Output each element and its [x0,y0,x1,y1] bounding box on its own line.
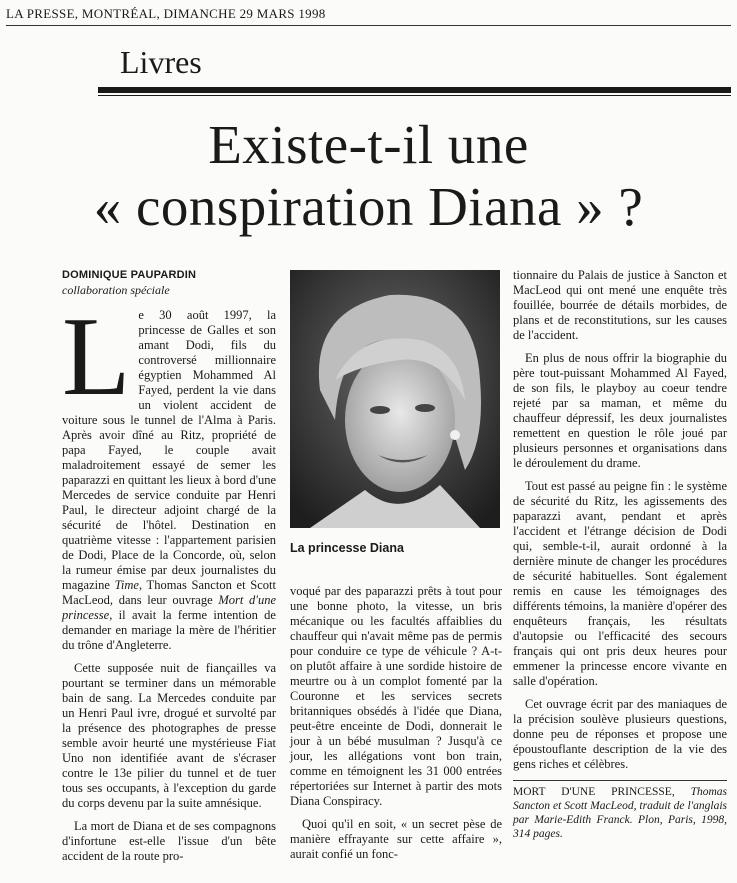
article-column-2 [290,584,502,870]
headline-line-1: Existe-t-il une [208,114,529,175]
article-paragraph-4-continued: tionnaire du Palais de justice à Sancton et MacLeod qui ont mené une enquête très fouillée, bourrée de détails morbides, de plans et de reconstitutions, sur les causes de l'accident. [513,268,727,342]
photo-caption: La princesse Diana [290,541,404,555]
section-rule [98,87,731,93]
article-column-3 [513,268,727,849]
book-title: MORT D'UNE PRINCESSE [513,786,672,798]
article-paragraph-7: Cet ouvrage écrit par des maniaques de la précision soulève plusieurs questions, donne peu de réponses et propose une époustouflante description de la vie des gens riches et célèbres. [513,697,727,771]
masthead: LA PRESSE, MONTRÉAL, DIMANCHE 29 MARS 1998 [6,6,731,26]
article-paragraph-3-start: La mort de Diana et de ses compagnons d'infortune est-elle l'issue d'un bête accident de la route pro- [62,819,276,863]
portrait-photo [290,270,500,528]
article-paragraph-4-start: Quoi qu'il en soit, « un secret pèse de manière effrayante sur cette affaire », aurait confié un fonc- [290,817,502,861]
article-paragraph-1: Le 30 août 1997, la princesse de Galles et son amant Dodi, fils du controversé millionnaire égyptien Mohammed Al Fayed, perdent la vie dans un violent accident de voiture sous le tunnel de l'Alma à Paris. Après avoir dîné au Ritz, propriété de papa Fayed, le couple avait maladroitement essayé de semer les paparazzi en quittant les lieux à bord d'une Mercedes de service conduite par Henri Paul, le directeur adjoint chargé de la sécurité de l'hôtel. Destination en quatrième vitesse : l'appartement parisien de Dodi, Place de la Concorde, où, selon la rumeur émise par deux journalistes du magazine Time, Thomas Sancton et Scott MacLeod, dans leur ouvrage Mort d'une princesse, il avait la ferme intention de demander en mariage la mère de l'héritier du trône d'Angleterre. [62,295,277,652]
article-column-1 [62,268,276,872]
book-reference-rule [513,780,727,781]
article-paragraph-2: Cette supposée nuit de fiançailles va pourtant se terminer dans un mémorable bain de sang. La Mercedes conduite par un Henri Paul ivre, drogué et survolté par la présence des photographes de presse semble avoir heurté une mystérieuse Fiat Uno non identifiée avant de s'écraser contre le 13e pilier du tunnel et de tuer tous ses occupants, à l'exception du garde du corps devenu par la suite amnésique. [62,661,276,810]
byline-author: DOMINIQUE PAUPARDIN [62,269,197,281]
headline-line-2: « conspiration Diana » ? [93,176,644,237]
byline-role: collaboration spéciale [62,283,170,297]
article-paragraph-6: Tout est passé au peigne fin : le système de sécurité du Ritz, les agissements des paparazzi avant, pendant et après l'accident et l'étrange décision de Dodi qui, semble-t-il, aurait ordonné à la dernière minute de changer les procédures de sécurité habituelles. Sont également remis en cause les témoignages des différents témoins, la manière d'opérer des enquêteurs français, les résultats d'autopsie ou l'efficacité des secours français qui ont pris deux heures pour emmener la princesse encore vivante en salle d'opération. [513,479,727,688]
book-details: , Thomas Sancton et Scott MacLeod, traduit de l'anglais par Marie-Edith Franck. Plon, Paris, 1998, 314 pages. [513,786,727,840]
section-title: Livres [120,44,202,80]
portrait-illustration [290,270,500,528]
drop-cap: L [62,295,131,419]
section-rule-thin [98,95,731,96]
article-paragraph-3-continued: voqué par des paparazzi prêts à tout pour une bonne photo, la vitesse, un bris mécanique ou les facultés affaiblies du chauffeur qui n'avait même pas de permis pour conduire ce type de véhicule ? A-t-on plutôt affaire à une sordide histoire de meurtre ou à un complot fomenté par la Couronne et les services secrets britanniques obsédés à l'idée que Diana, peut-être enceinte de Dodi, donnerait le jour à un bébé musulman ? Jusqu'à ce jour, les allégations vont bon train, comme en témoignent les 31 000 entrées répertoriées sur Internet à partir des mots Diana Conspiracy. [290,584,502,808]
headline [0,114,737,238]
book-reference [513,785,727,841]
article-paragraph-5: En plus de nous offrir la biographie du père tout-puissant Mohammed Al Fayed, de son fils, le playboy au coeur tendre rejeté par sa maman, et même du chauffeur dépressif, les deux journalistes remettent en question le rôle joué par plusieurs personnes et organisations dans le déroulement du drame. [513,351,727,470]
